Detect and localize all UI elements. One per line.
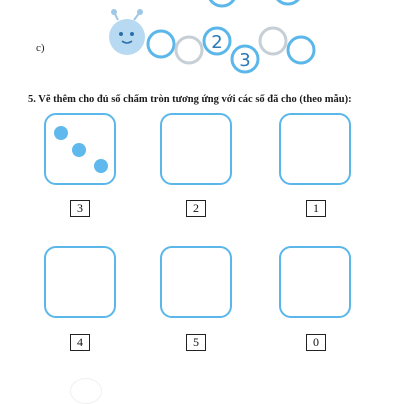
part-c-label: c) <box>36 42 45 54</box>
caterpillar-illustration <box>100 0 330 75</box>
number-box-4: 4 <box>70 334 90 351</box>
dot <box>72 143 86 157</box>
number-box-3: 1 <box>306 200 326 217</box>
dot-card-2[interactable] <box>160 113 232 185</box>
bubble-top-left <box>208 0 236 6</box>
dot-card-5[interactable] <box>160 246 232 318</box>
number-box-1: 3 <box>70 200 90 217</box>
bubble-6 <box>288 37 314 63</box>
bubble-number-3: 3 <box>239 50 251 71</box>
faint-watermark-circle <box>70 378 102 404</box>
number-box-2: 2 <box>186 200 206 217</box>
bubble-top-right <box>274 0 302 4</box>
caterpillar-head <box>109 9 145 55</box>
dot <box>94 159 108 173</box>
number-box-5: 5 <box>186 334 206 351</box>
dot-card-6[interactable] <box>279 246 351 318</box>
dot-card-4[interactable] <box>44 246 116 318</box>
dot <box>54 126 68 140</box>
dot-card-3[interactable] <box>279 113 351 185</box>
number-box-6: 0 <box>306 334 326 351</box>
bubble-2 <box>176 37 202 63</box>
bubble-1 <box>148 31 174 57</box>
bubble-number-2: 2 <box>211 32 223 53</box>
dot-card-1[interactable] <box>44 113 116 185</box>
bubble-5 <box>260 28 286 54</box>
exercise-5-title: 5. Vẽ thêm cho đủ số chấm tròn tương ứng với các số đã cho (theo mẫu): <box>28 94 352 105</box>
